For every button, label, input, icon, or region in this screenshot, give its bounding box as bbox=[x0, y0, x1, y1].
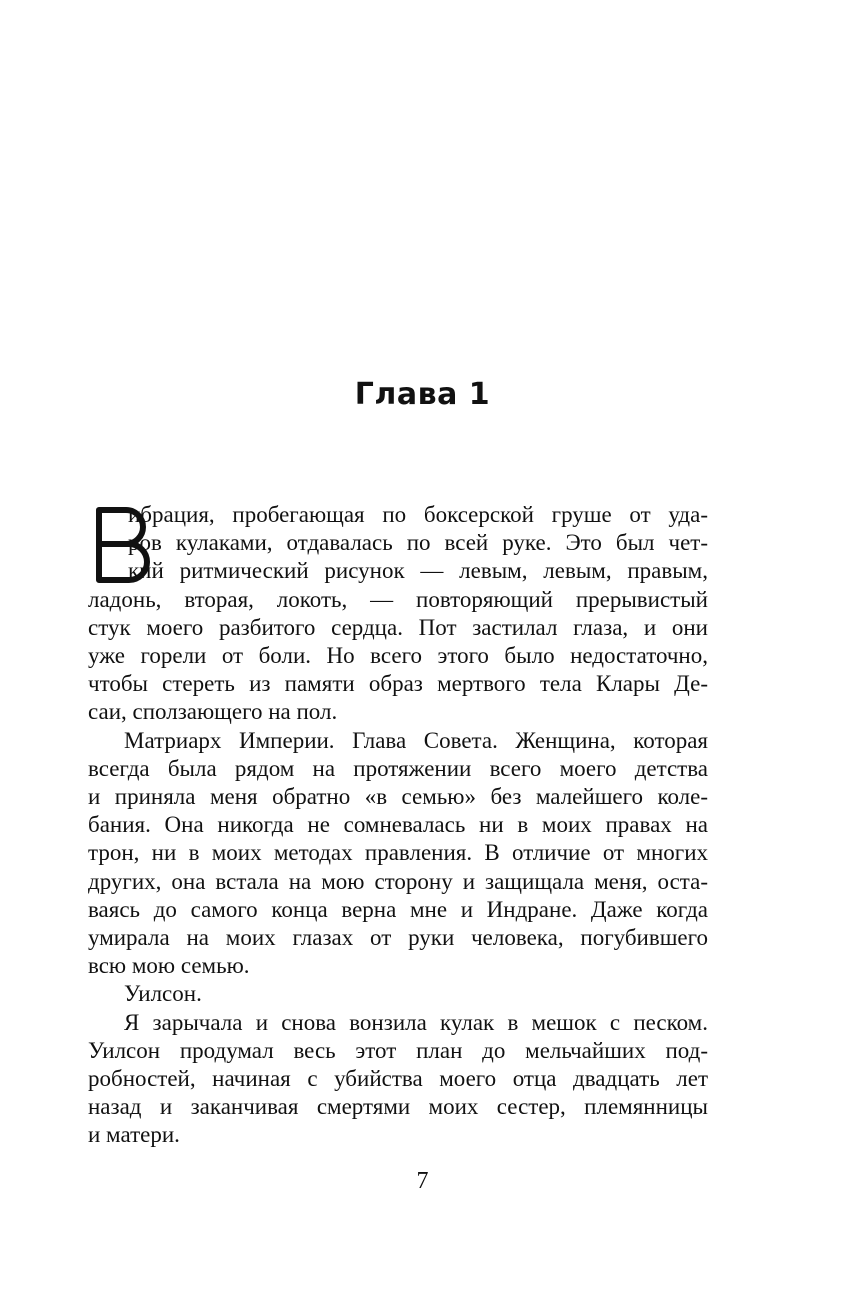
text-line: бания. Она никогда не сомневалась ни в моих правах на bbox=[88, 812, 708, 838]
text-line: ров кулаками, отдавалась по всей руке. Это был чет- bbox=[128, 530, 708, 556]
text-line: чтобы стереть из памяти образ мертвого тела Клары Де- bbox=[88, 671, 708, 697]
text-line: других, она встала на мою сторону и защищала меня, оста- bbox=[88, 868, 708, 894]
text-line: кий ритмический рисунок — левым, левым, правым, bbox=[128, 558, 708, 584]
text-line: саи, сползающего на пол. bbox=[88, 699, 338, 725]
text-line: Уилсон продумал весь этот план до мельчайших под- bbox=[88, 1037, 708, 1063]
text-line: робностей, начиная с убийства моего отца двадцать лет bbox=[88, 1066, 708, 1092]
paragraph-2 bbox=[88, 727, 708, 981]
page-number: 7 bbox=[416, 1168, 429, 1194]
text-line: уже горели от боли. Но всего этого было недостаточно, bbox=[88, 643, 708, 669]
chapter-text bbox=[88, 501, 708, 1150]
paragraph-1 bbox=[88, 501, 708, 727]
text-line: умирала на моих глазах от руки человека, погубившего bbox=[88, 925, 708, 951]
paragraph-3 bbox=[88, 980, 708, 1008]
text-line: стук моего разбитого сердца. Пот застилал глаза, и они bbox=[88, 614, 708, 640]
text-line: ладонь, вторая, локоть, — повторяющий прерывистый bbox=[88, 586, 708, 612]
text-line: всю мою семью. bbox=[88, 953, 250, 979]
text-line: всегда была рядом на протяжении всего моего детства bbox=[88, 755, 708, 781]
chapter-title: Глава 1 bbox=[354, 377, 491, 412]
text-line: Уилсон. bbox=[124, 981, 202, 1007]
text-line: назад и заканчивая смертями моих сестер, племянницы bbox=[88, 1094, 708, 1120]
text-line: Я зарычала и снова вонзила кулак в мешок с песком. bbox=[124, 1009, 708, 1035]
paragraph-4 bbox=[88, 1009, 708, 1150]
text-line: Матриарх Империи. Глава Совета. Женщина, которая bbox=[124, 727, 708, 753]
text-line: трон, ни в моих методах правления. В отличие от многих bbox=[88, 840, 708, 866]
text-line: и приняла меня обратно «в семью» без малейшего коле- bbox=[88, 784, 708, 810]
drop-cap-letter bbox=[92, 507, 152, 583]
text-line: ваясь до самого конца верна мне и Индране. Даже когда bbox=[88, 896, 708, 922]
text-line: и матери. bbox=[88, 1122, 180, 1148]
text-line: ибрация, пробегающая по боксерской груше от уда- bbox=[128, 502, 708, 527]
